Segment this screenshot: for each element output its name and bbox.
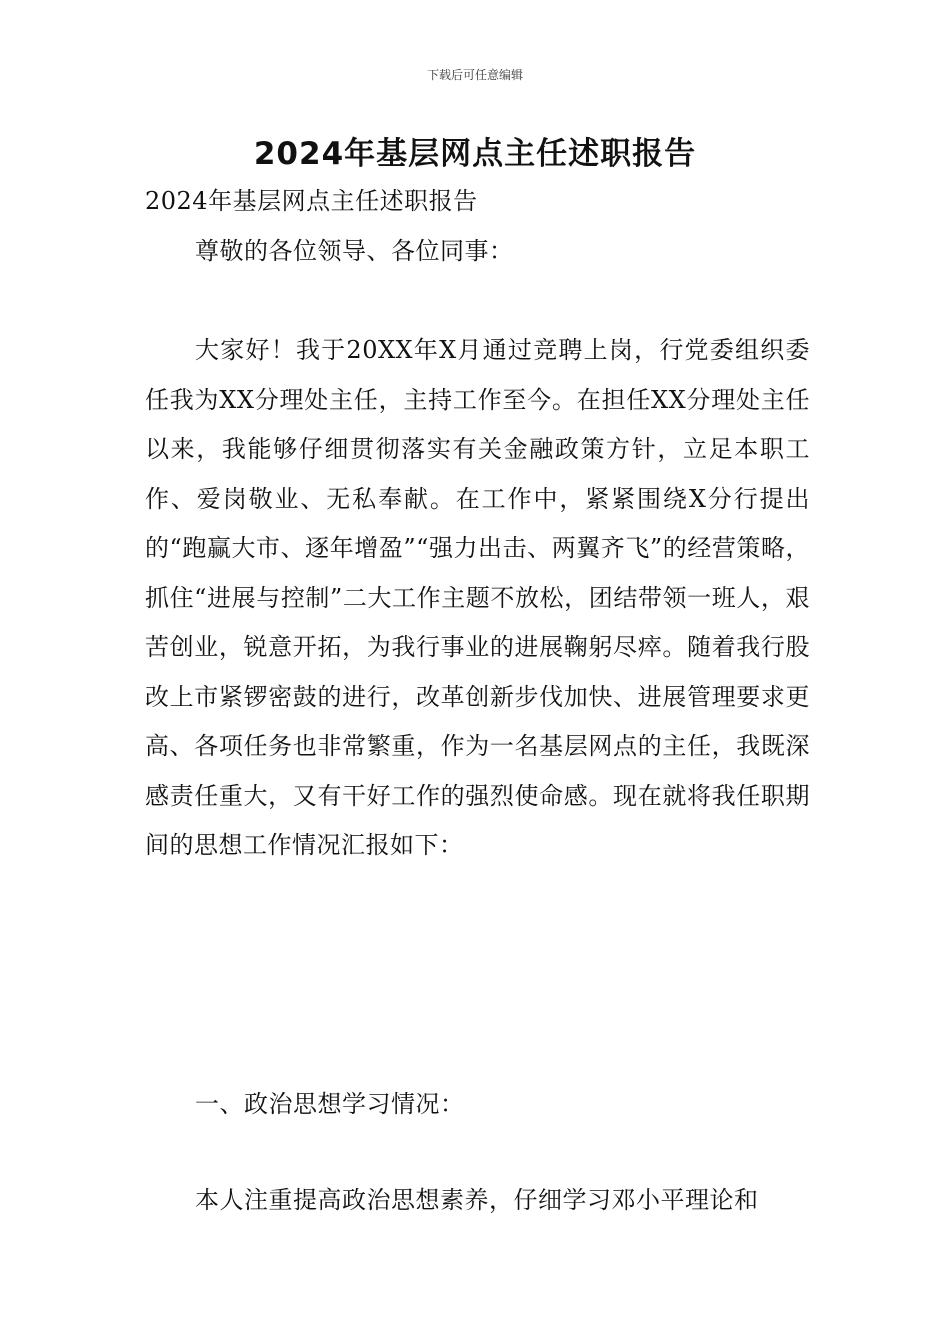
- greeting-line: 尊敬的各位领导、各位同事：: [195, 237, 514, 265]
- intro-paragraph: 大家好！我于20XX年X月通过竞聘上岗，行党委组织委任我为XX分理处主任，主持工作至今。在担任XX分理处主任以来，我能够仔细贯彻落实有关金融政策方针，立足本职工作、爱岗敬业、无私奉献。在工作中，紧紧围绕X分行提出的“跑赢大市、逐年增盈”“强力出击、两翼齐飞”的经营策略，抓住“进展与控制”二大工作主题不放松，团结带领一班人，艰苦创业，锐意开拓，为我行事业的进展鞠躬尽瘁。随着我行股改上市紧锣密鼓的进行，改革创新步伐加快、进展管理要求更高、各项任务也非常繁重，作为一名基层网点的主任，我既深感责任重大，又有干好工作的强烈使命感。现在就将我任职期间的思想工作情况汇报如下：: [145, 336, 810, 859]
- header-note: 下载后可任意编辑: [426, 68, 523, 82]
- document-subtitle: 2024年基层网点主任述职报告: [145, 187, 478, 215]
- document-title: 2024年基层网点主任述职报告: [253, 136, 697, 172]
- section-heading-political-study: 一、政治思想学习情况：: [195, 1090, 465, 1118]
- section-paragraph-political-study: 本人注重提高政治思想素养，仔细学习邓小平理论和: [195, 1186, 759, 1214]
